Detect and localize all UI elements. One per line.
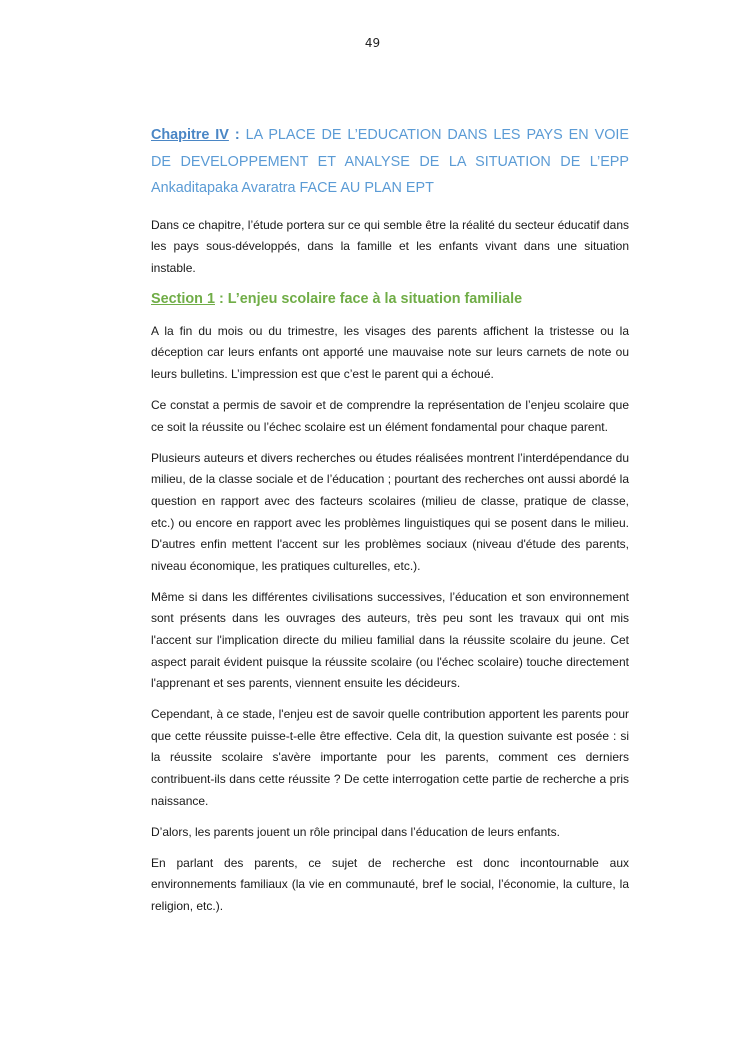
section-separator: : [214,290,228,307]
chapter-label: Chapitre IV [151,127,229,143]
chapter-separator: : [228,127,246,143]
paragraph-5: Cependant, à ce stade, l'enjeu est de savoir quelle contribution apportent les parents pour que cette réussite puisse-t-elle être effective. Cela dit, la question suivante est posée : si la réussite scolaire s'avère importante pour les parents, comment ces derniers contribuent-ils dans cette réussite ? De cette interrogation cette partie de recherche a pris naissance. [151,707,629,808]
section-title: L’enjeu scolaire face à la situation familiale [227,290,523,307]
paragraph-3: Plusieurs auteurs et divers recherches ou études réalisées montrent l’interdépendance du milieu, de la classe sociale et de l’éducation ; pourtant des recherches ont aussi abordé la question en rapport avec des facteurs scolaires (milieu de classe, pratique de classe, etc.) ou encore en rapport avec les problèmes linguistiques qui se posent dans le milieu. D'autres enfin mettent l'accent sur les problèmes sociaux (niveau d'étude des parents, niveau économique, les pratiques culturelles, etc.). [151,450,629,573]
intro-paragraph: Dans ce chapitre, l’étude portera sur ce qui semble être la réalité du secteur éducatif dans les pays sous-développés, dans la famille et les enfants vivant dans une situation instable. [151,217,629,275]
paragraph-1: A la fin du mois ou du trimestre, les visages des parents affichent la tristesse ou la déception car leurs enfants ont apporté une mauvaise note sur leurs carnets de note ou leurs bulletins. L’impression est que c’est le parent qui a échoué. [151,323,629,381]
paragraph-4: Même si dans les différentes civilisations successives, l’éducation et son environnement sont présents dans les ouvrages des auteurs, très peu sont les travaux qui ont mis l'accent sur l'implication directe du milieu familial dans la réussite scolaire du jeune. Cet aspect parait évident puisque la réussite scolaire (ou l'échec scolaire) touche directement l'apprenant et ses parents, viennent ensuite les décideurs. [151,589,629,691]
section-heading [151,289,629,309]
section-label: Section 1 [151,290,215,307]
paragraph-6: D’alors, les parents jouent un rôle principal dans l’éducation de leurs enfants. [151,824,560,839]
chapter-heading [151,122,629,202]
document-body [151,122,629,927]
page-number: 49 [364,36,381,50]
paragraph-7: En parlant des parents, ce sujet de recherche est donc incontournable aux environnements familiaux (la vie en communauté, bref le social, l’économie, la culture, la religion, etc.). [151,855,629,914]
paragraph-2: Ce constat a permis de savoir et de comprendre la représentation de l’enjeu scolaire que ce soit la réussite ou l’échec scolaire est un élément fondamental pour chaque parent. [151,398,629,434]
chapter-title: LA PLACE DE L’EDUCATION DANS LES PAYS EN VOIE DE DEVELOPPEMENT ET ANALYSE DE LA SITUATION DE L’EPP Ankaditapaka Avaratra FACE AU PLAN EPT [151,127,629,196]
